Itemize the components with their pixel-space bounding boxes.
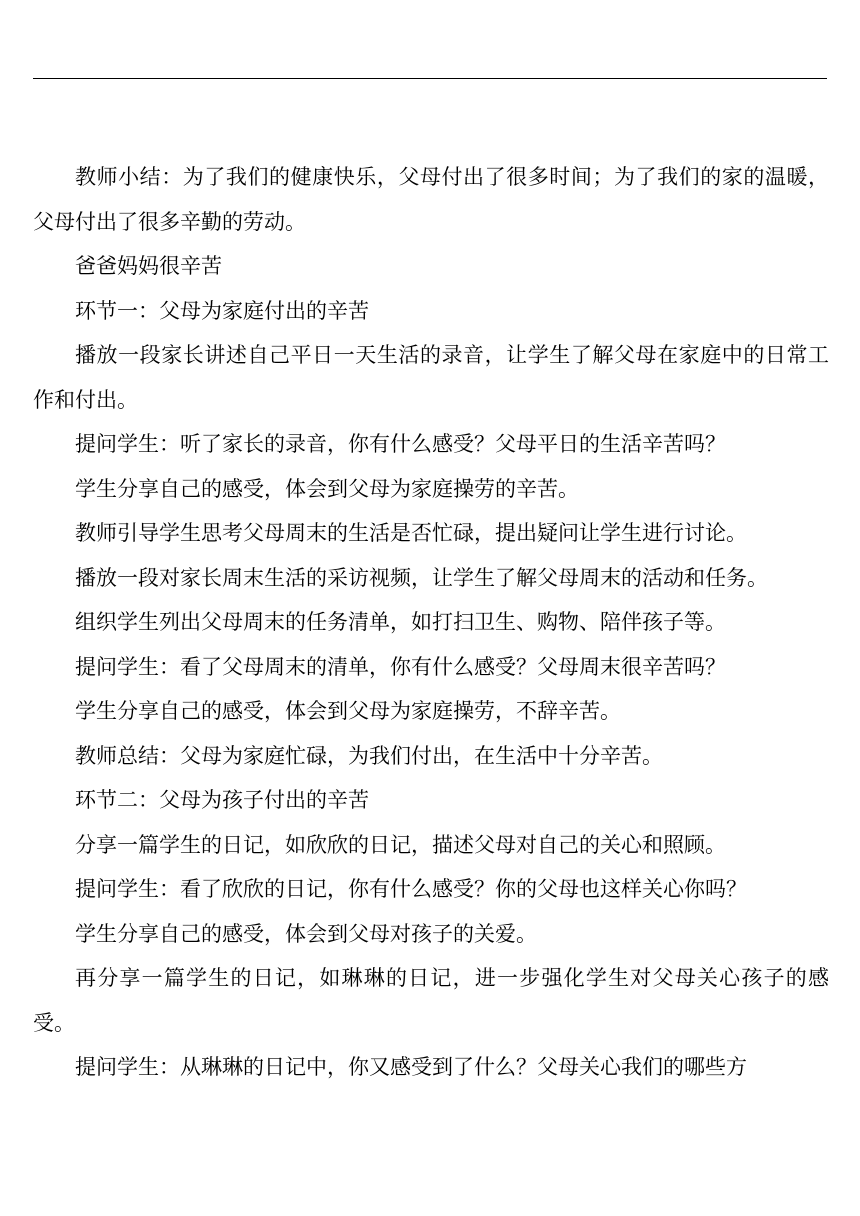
paragraph: 播放一段家长讲述自己平日一天生活的录音，让学生了解父母在家庭中的日常工作和付出。 — [33, 343, 829, 412]
paragraph: 组织学生列出父母周末的任务清单，如打扫卫生、购物、陪伴孩子等。 — [75, 610, 726, 634]
paragraph: 教师引导学生思考父母周末的生活是否忙碌，提出疑问让学生进行讨论。 — [75, 521, 747, 545]
paragraph: 提问学生：从琳琳的日记中，你又感受到了什么？父母关心我们的哪些方 — [75, 1055, 747, 1079]
paragraph: 学生分享自己的感受，体会到父母为家庭操劳的辛苦。 — [75, 476, 579, 501]
step-two-heading: 环节二：父母为孩子付出的辛苦 — [75, 788, 369, 812]
document-body — [33, 155, 829, 1090]
paragraph: 再分享一篇学生的日记，如琳琳的日记，进一步强化学生对父母关心孩子的感受。 — [33, 966, 829, 1035]
paragraph: 教师总结：父母为家庭忙碌，为我们付出，在生活中十分辛苦。 — [75, 743, 663, 768]
paragraph-teacher-summary: 教师小结：为了我们的健康快乐，父母付出了很多时间；为了我们的家的温暖，父母付出了很多辛勤的劳动。 — [33, 165, 829, 234]
paragraph: 学生分享自己的感受，体会到父母为家庭操劳，不辞辛苦。 — [75, 699, 621, 723]
paragraph: 分享一篇学生的日记，如欣欣的日记，描述父母对自己的关心和照顾。 — [75, 832, 726, 857]
paragraph: 提问学生：看了欣欣的日记，你有什么感受？你的父母也这样关心你吗？ — [75, 877, 747, 901]
paragraph: 学生分享自己的感受，体会到父母对孩子的关爱。 — [75, 921, 537, 946]
header-rule — [33, 78, 827, 79]
paragraph: 提问学生：听了家长的录音，你有什么感受？父母平日的生活辛苦吗？ — [75, 432, 726, 456]
step-one-heading: 环节一：父母为家庭付出的辛苦 — [75, 298, 369, 323]
paragraph: 提问学生：看了父母周末的清单，你有什么感受？父母周末很辛苦吗？ — [75, 654, 726, 679]
paragraph: 播放一段对家长周末生活的采访视频，让学生了解父母周末的活动和任务。 — [75, 565, 768, 590]
section-title: 爸爸妈妈很辛苦 — [75, 254, 222, 278]
